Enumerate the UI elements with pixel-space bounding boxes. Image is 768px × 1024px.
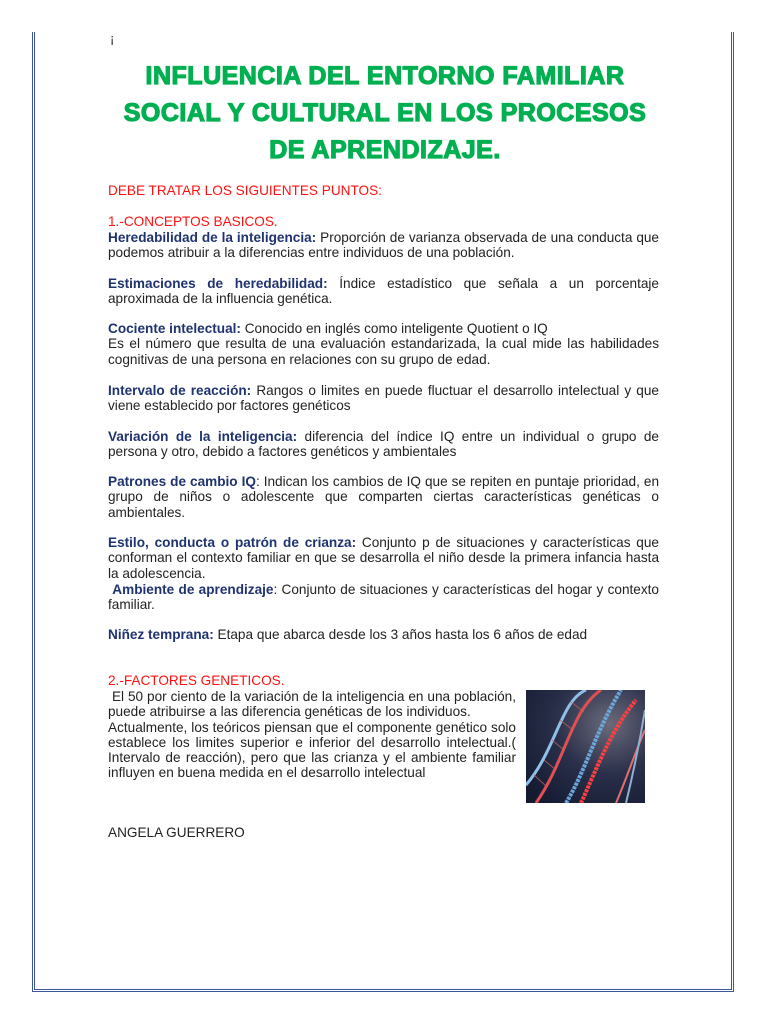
paragraph: El 50 por ciento de la variación de la inteligencia en una población, puede atribuirse a las diferencia genéticas de los individuos.	[108, 689, 517, 720]
term: Ambiente de aprendizaje	[112, 582, 274, 597]
intro-text: DEBE TRATAR LOS SIGUIENTES PUNTOS:	[108, 183, 382, 198]
definition-cociente	[108, 321, 659, 367]
definition-estilo	[108, 535, 659, 581]
dna-image	[526, 690, 645, 803]
page-mark: ¡	[110, 31, 115, 46]
paragraph: Actualmente, los teóricos piensan que el componente genético solo establece los limites superior e inferior del desarrollo intelectual.( Intervalo de reacción), pero que las crianza y el ambiente familiar influyen en buena medida en el desarrollo intelectual	[108, 719, 516, 781]
definition-extra: Es el número que resulta de una evaluación estandarizada, la cual mide las habilidades cognitivas de una persona en relaciones con su grupo de edad.	[108, 336, 659, 367]
definition: Rangos o limites en puede fluctuar el desarrollo intelectual y que viene establecido por factores genéticos	[108, 383, 659, 414]
definition: : Conjunto de situaciones y características del hogar y contexto familiar.	[108, 582, 659, 613]
definition-ninez	[108, 627, 659, 642]
author-name: ANGELA GUERRERO	[108, 825, 245, 840]
title-line: INFLUENCIA DEL ENTORNO FAMILIAR	[145, 62, 625, 90]
term: Variación de la inteligencia:	[108, 429, 298, 444]
document-title	[100, 58, 670, 169]
term: Cociente intelectual:	[108, 321, 241, 336]
section2-body	[108, 689, 516, 781]
definition: Conjunto p de situaciones y características que conforman el contexto familiar en que se desarrolla el niño desde la primera infancia hasta la adolescencia.	[108, 535, 659, 581]
section1-heading: 1.-CONCEPTOS BASICOS.	[108, 214, 278, 229]
definition-estimaciones	[108, 276, 659, 307]
definition: Proporción de varianza observada de una conducta que podemos atribuir a la diferencias entre individuos de una población.	[108, 230, 659, 261]
definition: Conocido en inglés como inteligente Quotient o IQ	[240, 321, 548, 336]
definition: diferencia del índice IQ entre un individual o grupo de persona y otro, debido a factores genéticos y ambientales	[108, 429, 659, 460]
term: Niñez temprana:	[108, 627, 214, 642]
title-line: SOCIAL Y CULTURAL EN LOS PROCESOS	[123, 99, 647, 127]
definition: Índice estadístico que señala a un porcentaje aproximada de la influencia genética.	[108, 276, 659, 307]
definition-ambiente	[108, 582, 659, 613]
section2-heading: 2.-FACTORES GENETICOS.	[108, 673, 285, 688]
term: Estilo, conducta o patrón de crianza:	[108, 535, 357, 550]
definition: : Indican los cambios de IQ que se repiten en puntaje prioridad, en grupo de niños o adolescente que comparten ciertas características genéticas o ambientales.	[108, 474, 660, 520]
definition-variacion	[108, 429, 659, 460]
title-line: DE APRENDIZAJE.	[269, 136, 501, 164]
definition: Etapa que abarca desde los 3 años hasta los 6 años de edad	[213, 627, 588, 642]
term: Intervalo de reacción:	[108, 383, 252, 398]
term: Patrones de cambio IQ	[108, 474, 256, 489]
term: Estimaciones de heredabilidad:	[108, 276, 328, 291]
definition-intervalo	[108, 383, 659, 414]
definition-heredabilidad	[108, 230, 659, 261]
term: Heredabilidad de la inteligencia:	[108, 230, 317, 245]
definition-patrones	[108, 474, 659, 520]
